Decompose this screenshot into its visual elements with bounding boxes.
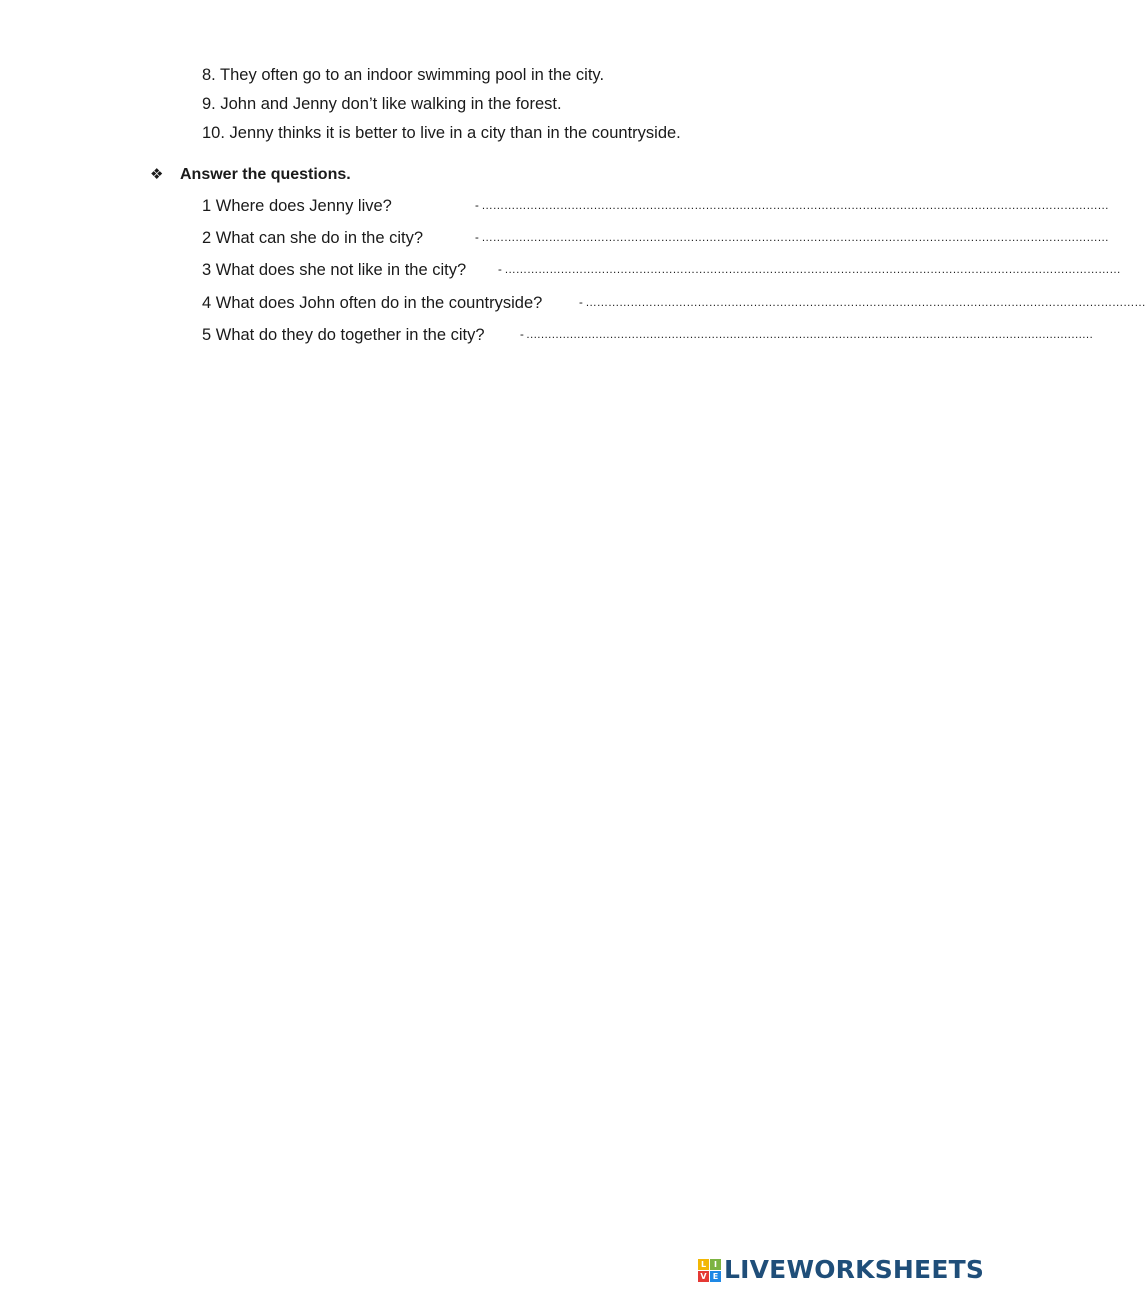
logo-mark-e: E (710, 1271, 721, 1282)
question-1 (202, 196, 1109, 216)
logo-mark-v: V (698, 1271, 709, 1282)
statement-9: 9. John and Jenny don’t like walking in the forest. (202, 95, 562, 113)
question-5 (202, 325, 1093, 345)
answer-line[interactable]: - …………………………………………………………………………………………………………………………………………………… (475, 232, 1109, 244)
section-heading (150, 165, 351, 185)
liveworksheets-logo (698, 1255, 984, 1285)
statement-8: 8. They often go to an indoor swimming pool in the city. (202, 66, 605, 84)
answer-line[interactable]: - ………………………………………………………………………………………………………………………………………… (520, 329, 1093, 341)
question-text: 2 What can she do in the city? (202, 229, 424, 247)
question-text: 3 What does she not like in the city? (202, 261, 467, 279)
answer-line[interactable]: - ………………………………………………………………………………………………………………………………………………… (498, 264, 1121, 276)
answer-line[interactable]: - …………………………………………………………………………………………………………………………………… (579, 297, 1145, 309)
question-3 (202, 260, 1121, 280)
statement-10: 10. Jenny thinks it is better to live in a city than in the countryside. (202, 124, 681, 142)
section-title: Answer the questions. (180, 166, 351, 183)
answer-line[interactable]: - …………………………………………………………………………………………………………………………………………………… (475, 200, 1109, 212)
question-text: 1 Where does Jenny live? (202, 197, 392, 215)
question-text: 4 What does John often do in the countryside? (202, 294, 543, 312)
diamond-bullet-icon: ❖ (150, 166, 164, 183)
question-4 (202, 293, 1145, 313)
question-text: 5 What do they do together in the city? (202, 326, 485, 344)
logo-mark-icon (698, 1259, 721, 1282)
logo-mark-i: I (710, 1259, 721, 1270)
logo-mark-l: L (698, 1259, 709, 1270)
logo-text: LIVEWORKSHEETS (724, 1255, 985, 1284)
question-2 (202, 228, 1109, 248)
